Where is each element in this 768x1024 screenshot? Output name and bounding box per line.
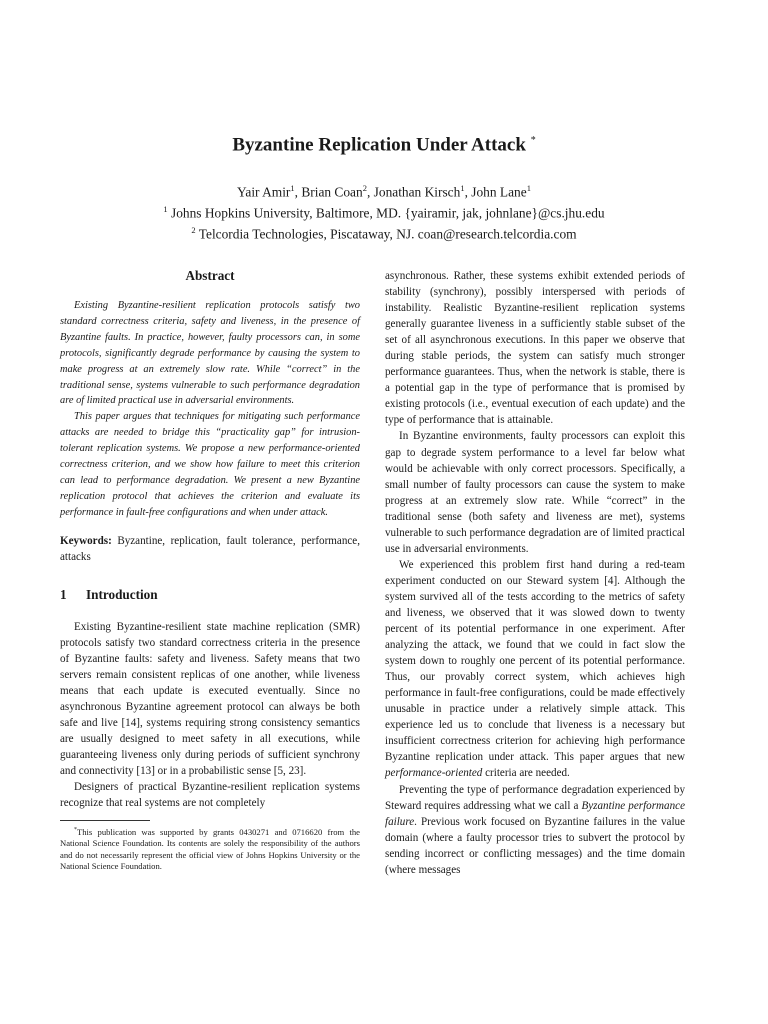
author-name: Jonathan Kirsch (373, 184, 461, 200)
abstract-paragraph-1: Existing Byzantine-resilient replication protocols satisfy two standard correctness criteria, safety and liveness, in the presence of Byzantine faults. In practice, however, faulty processors can, in some protocols, significantly degrade performance by causing the system to make progress at an extremely slow rate. While “correct” in the traditional sense, systems vulnerable to such performance degradation are of limited practical use in adversarial environments. (60, 300, 360, 407)
intro-paragraph-1: Existing Byzantine-resilient state machine replication (SMR) protocols satisfy two standard correctness criteria in the presence of Byzantine faults: safety and liveness. Safety means that two servers remain consistent replicas of one another, while liveness means that each update is executed eventually. Since no asynchronous Byzantine agreement protocol can always be both safe and live [14], systems requiring strong consistency semantics are usually designed to meet safety in all executions, while guaranteeing liveness only during periods of sufficient synchrony and connectivity [13] or in a probabilistic sense [5, 23]. (60, 620, 360, 778)
body-paragraph-continued: asynchronous. Rather, these systems exhibit extended periods of stability (synchrony), possibly interspersed with periods of instability. Realistic Byzantine-resilient replication systems generally guarantee liveness in a sufficiently stable subset of the set of all asynchronous executions. In this paper we observe that during stable periods, the system can satisfy much stronger performance guarantees. Thus, when the network is stable, there is a potential gap in the type of performance that is promised by existing protocols (i.e., eventual execution of each update) and the type of performance that is attainable. (385, 270, 685, 427)
footnote (60, 825, 360, 872)
footnote-text: This publication was supported by grants 0430271 and 0716620 from the National Science Foundation. Its contents are solely the responsibility of the authors and do not necessarily represent the official view of Johns Hopkins University or the National Science Foundation. (60, 827, 360, 871)
paper-title: Byzantine Replication Under Attack * (232, 134, 536, 156)
emphasis-term: Byzantine performance failure (385, 799, 685, 828)
abstract-paragraph-2: This paper argues that techniques for mitigating such performance attacks are needed to bridge this “practicality gap” for intrusion-tolerant replication systems. We propose a new performance-oriented correctness criterion, and we show how failure to meet this criterion can lead to performance degradation. We present a new Byzantine replication protocol that achieves the criterion and evaluate its performance in fault-free configurations and when under attack. (60, 411, 360, 518)
author-name: John Lane (471, 184, 527, 200)
section-title: Introduction (86, 586, 158, 602)
author-name: Yair Amir (237, 184, 291, 200)
title-footnote-mark: * (530, 135, 536, 146)
author-block (0, 180, 768, 243)
body-paragraph: We experienced this problem first hand during a red-team experiment conducted on our Steward system [4]. Although the system survived all of the tests according to the metrics of safety and liveness, we observed that it was slowed down to twenty percent of its potential performance in one experiment. After analyzing the attack, we found that we could in fact slow the system down to roughly one percent of its potential performance. Thus, our provably correct system, which achieves high performance in fault-free configurations, could be made effectively unusable in practice under a relatively simple attack. This experience led us to conclude that liveness is a necessary but insufficient correctness criterion for achieving high performance Byzantine replication under attack. This paper argues that new performance-oriented criteria are needed. (385, 558, 685, 780)
abstract-heading: Abstract (185, 268, 235, 283)
author-name: Brian Coan (301, 184, 363, 200)
emphasis-term: performance-oriented (385, 767, 483, 780)
body-paragraph: Preventing the type of performance degradation experienced by Steward requires addressing what we call a Byzantine performance failure. Previous work focused on Byzantine failures in the value domain (where a faulty processor tries to subvert the protocol by sending incorrect or conflicting messages) and the time domain (where messages (385, 783, 685, 876)
intro-paragraph-2: Designers of practical Byzantine-resilient replication systems recognize that real systems are not completely (60, 781, 360, 810)
section-number: 1 (60, 586, 67, 602)
keywords-text: Byzantine, replication, fault tolerance, performance, attacks (60, 534, 360, 563)
footnote-divider (60, 820, 150, 821)
keywords-label: Keywords: (60, 534, 112, 547)
footnote-mark: * (74, 827, 77, 834)
right-column (385, 268, 685, 878)
left-column (60, 268, 360, 872)
keywords (60, 533, 360, 565)
section-heading-introduction (60, 587, 360, 603)
affiliation-1: $^1$ Johns Hopkins University, Baltimore, MD. {yairamir, jak, johnlane}@cs.jhu.edu (163, 203, 605, 221)
affiliation-2: $^2$ Telcordia Technologies, Piscataway, NJ. coan@research.telcordia.com (191, 224, 577, 242)
body-paragraph: In Byzantine environments, faulty processors can exploit this gap to degrade system performance to a level far below what would be achievable with only correct processors. Specifically, a small number of faulty processors can cause the system to make progress at an extremely slow rate. While “correct” in the traditional sense (both safety and liveness are met), systems vulnerable to such performance degradation are of limited practical use in adversarial environments. (385, 430, 685, 555)
author-list: Yair Amir$^1$, Brian Coan$^2$, Jonathan Kirsch$^1$, John Lane$^1$ (237, 183, 531, 200)
